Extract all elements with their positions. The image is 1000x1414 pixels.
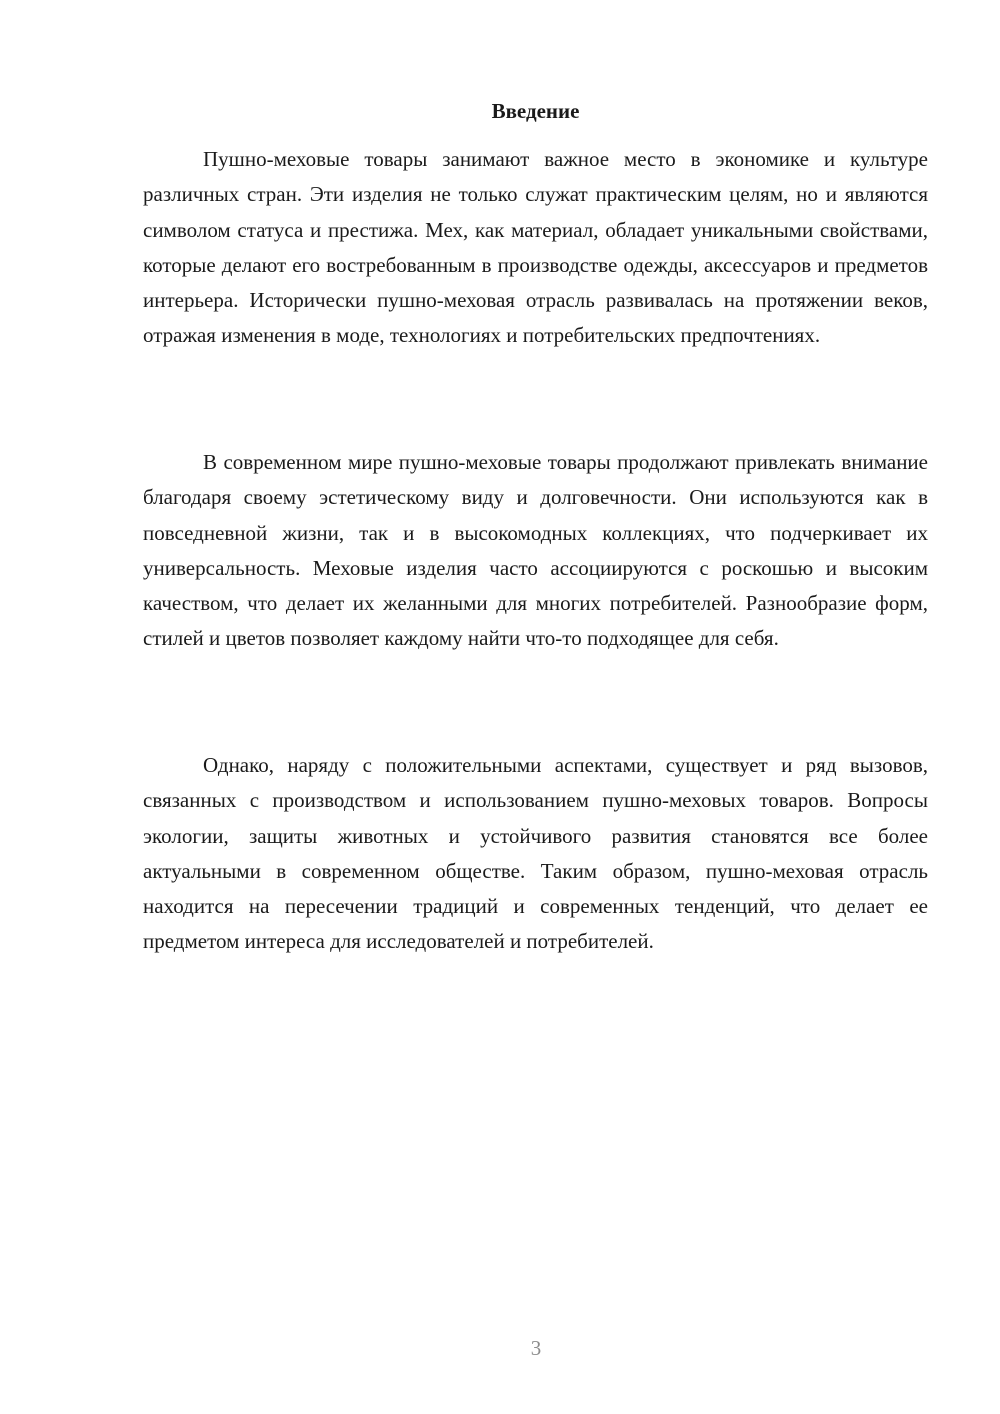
paragraph-3: Однако, наряду с положительными аспектами, существует и ряд вызовов, связанных с производством и использованием пушно-меховых товаров. Вопросы экологии, защиты животных и устойчивого развития становятся все более актуальными в современном обществе. Таким образом, пушно-меховая отрасль находится на пересечении традиций и современных тенденций, что делает ее предметом интереса для исследователей и потребителей.: [143, 753, 928, 954]
page-number: 3: [530, 1336, 542, 1360]
section-title: Введение: [491, 99, 580, 123]
paragraph-1: Пушно-меховые товары занимают важное место в экономике и культуре различных стран. Эти изделия не только служат практическим целям, но и являются символом статуса и престижа. Мех, как материал, обладает уникальными свойствами, которые делают его востребованным в производстве одежды, аксессуаров и предметов интерьера. Исторически пушно-меховая отрасль развивалась на протяжении веков, отражая изменения в моде, технологиях и потребительских предпочтениях.: [143, 147, 928, 348]
paragraph-2: В современном мире пушно-меховые товары продолжают привлекать внимание благодаря своему эстетическому виду и долговечности. Они используются как в повседневной жизни, так и в высокомодных коллекциях, что подчеркивает их универсальность. Меховые изделия часто ассоциируются с роскошью и высоким качеством, что делает их желанными для многих потребителей. Разнообразие форм, стилей и цветов позволяет каждому найти что-то подходящее для себя.: [143, 450, 928, 651]
